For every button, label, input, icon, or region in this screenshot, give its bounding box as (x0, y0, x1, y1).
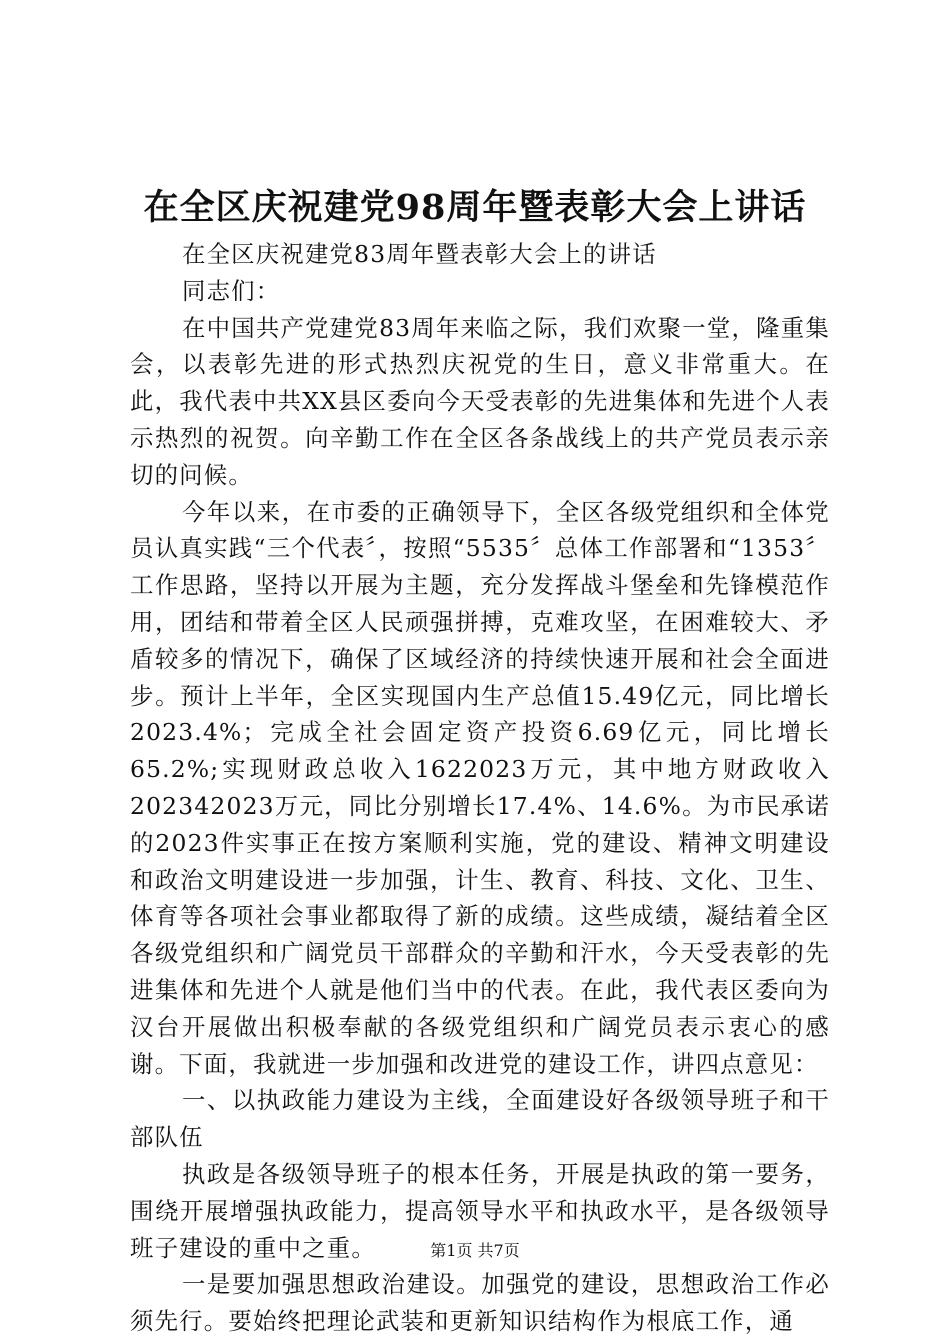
body-paragraph: 今年以来，在市委的正确领导下，全区各级党组织和全体党员认真实践“三个代表〞，按照“5535〞总体工作部署和“1353〞工作思路，坚持以开展为主题，充分发挥战斗堡垒和先锋模范作用，团结和带着全区人民顽强拼搏，克难攻坚，在困难较大、矛盾较多的情况下，确保了区域经济的持续快速开展和社会全面进步。预计上半年，全区实现国内生产总值15.49亿元，同比增长2023.4%；完成全社会固定资产投资6.69亿元，同比增长65.2%;实现财政总收入1622023万元，其中地方财政收入202342023万元，同比分别增长17.4%、14.6%。为市民承诺的2023件实事正在按方案顺利实施，党的建设、精神文明建设和政治文明建设进一步加强，计生、教育、科技、文化、卫生、体育等各项社会事业都取得了新的成绩。这些成绩，凝结着全区各级党组织和广阔党员干部群众的辛勤和汗水，今天受表彰的先进集体和先进个人就是他们当中的代表。在此，我代表区委向为汉台开展做出积极奉献的各级党组织和广阔党员表示衷心的感谢。下面，我就进一步加强和改进党的建设工作，讲四点意见： (130, 497, 830, 1078)
body-paragraph: 执政是各级领导班子的根本任务，开展是执政的第一要务，围绕开展增强执政能力，提高领导水平和执政水平，是各级领导班子建设的重中之重。 (130, 1159, 830, 1262)
document-body (130, 236, 830, 1340)
section-heading: 一、以执政能力建设为主线，全面建设好各级领导班子和干部队伍 (130, 1086, 830, 1152)
document-title: 在全区庆祝建党98周年暨表彰大会上讲话 (143, 187, 807, 228)
subtitle-paragraph: 在全区庆祝建党83周年暨表彰大会上的讲话 (182, 240, 657, 268)
body-paragraph: 一是要加强思想政治建设。加强党的建设，思想政治工作必须先行。要始终把理论武装和更新知识结构作为根底工作，通 (130, 1270, 830, 1336)
salutation-paragraph: 同志们： (182, 276, 281, 305)
page-number-footer: 第1页 共7页 (430, 1241, 520, 1260)
body-paragraph: 在中国共产党建党83周年来临之际，我们欢聚一堂，隆重集会，以表彰先进的形式热烈庆祝党的生日，意义非常重大。在此，我代表中共XX县区委向今天受表彰的先进集体和先进个人表示热烈的祝贺。向辛勤工作在全区各条战线上的共产党员表示亲切的问候。 (130, 313, 830, 489)
